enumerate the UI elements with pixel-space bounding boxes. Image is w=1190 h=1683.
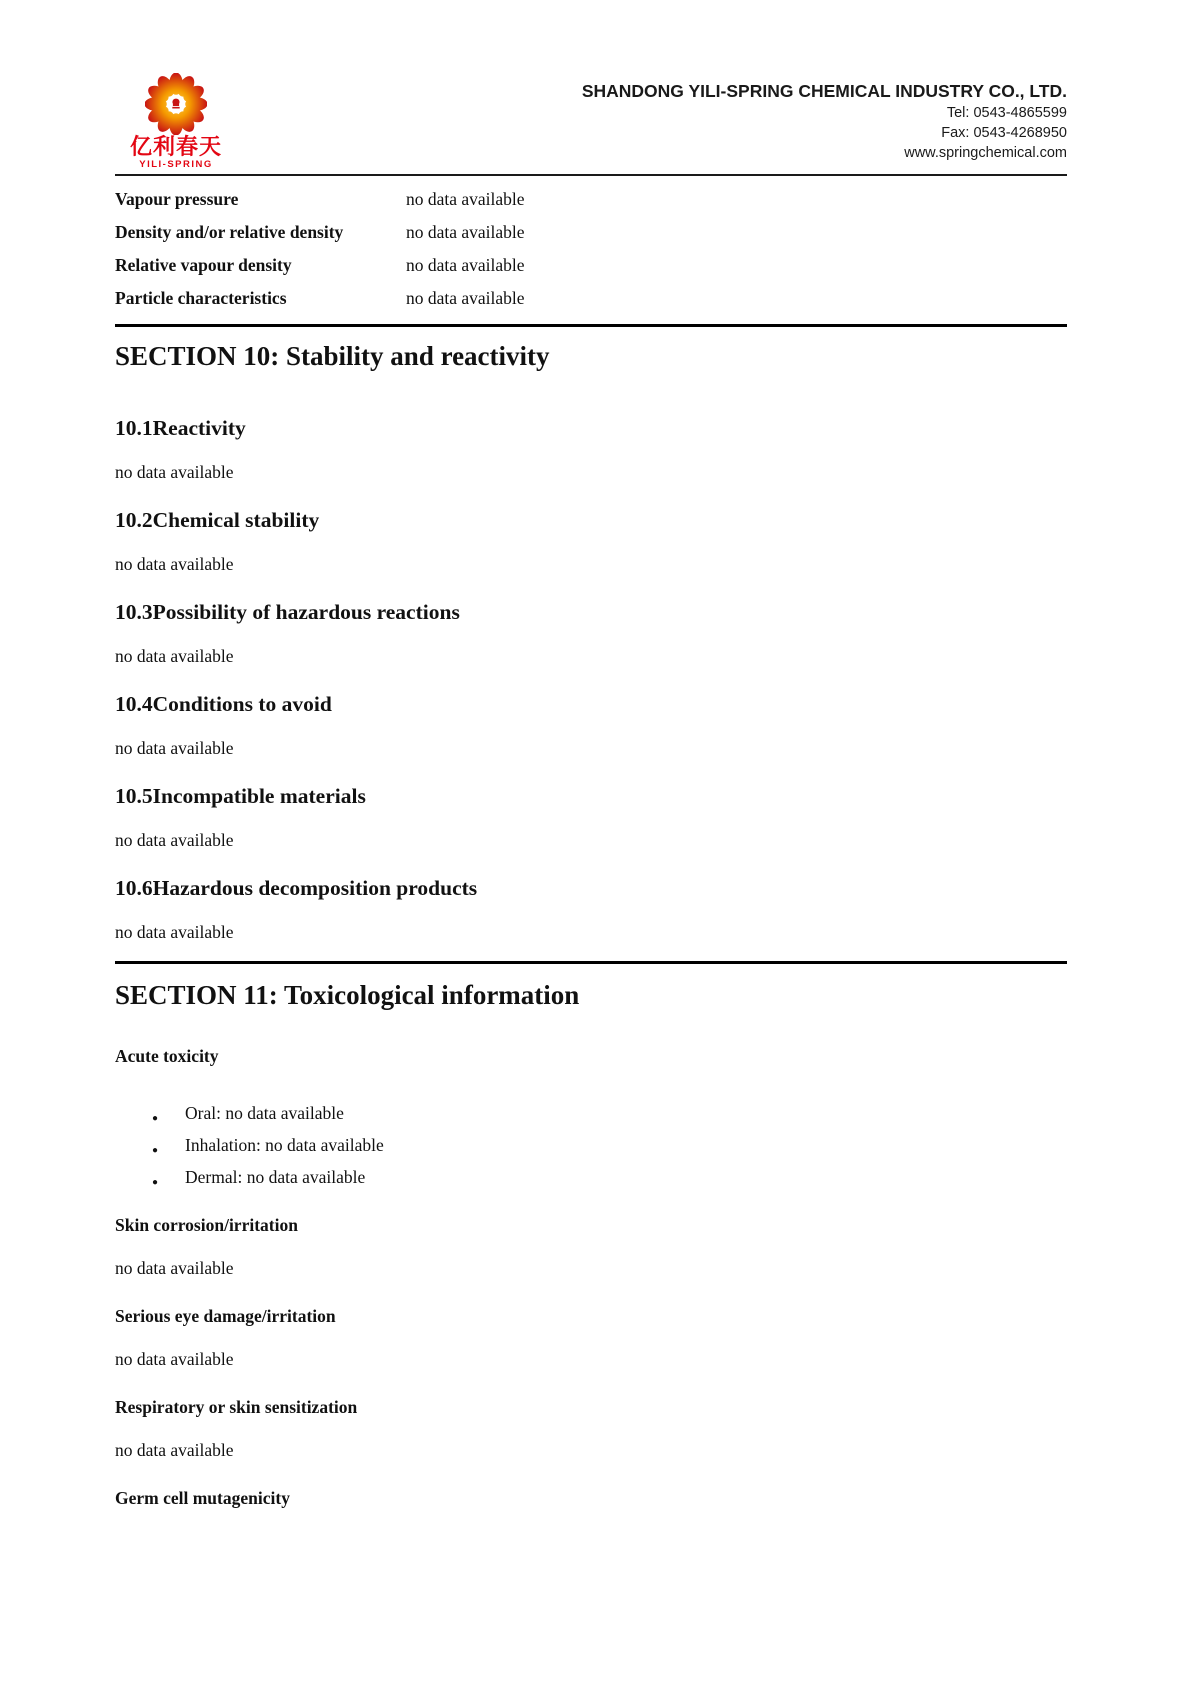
property-label: Particle characteristics — [115, 288, 287, 308]
subsection-body: no data available — [115, 554, 234, 574]
subsection-title: 10.4Conditions to avoid — [115, 692, 332, 716]
entry-body: no data available — [115, 1258, 234, 1278]
subsection-title: 10.6Hazardous decomposition products — [115, 876, 478, 900]
table-row — [115, 216, 1067, 249]
subsection-title: 10.2Chemical stability — [115, 508, 320, 532]
company-tel: Tel: 0543-4865599 — [946, 105, 1067, 121]
company-name: SHANDONG YILI-SPRING CHEMICAL INDUSTRY CO., LTD. — [581, 81, 1067, 101]
subsection-title: 10.3Possibility of hazardous reactions — [115, 600, 460, 624]
property-value: no data available — [406, 255, 525, 275]
logo-latin-text: YILI-SPRING — [139, 159, 213, 170]
table-row — [115, 282, 1067, 315]
company-logo — [128, 73, 224, 171]
entry-heading: Germ cell mutagenicity — [115, 1488, 290, 1508]
toxicity-bullet-list — [115, 1103, 1067, 1188]
logo-emblem-icon — [172, 99, 179, 109]
subsection-title: 10.5Incompatible materials — [115, 784, 366, 808]
company-info — [582, 80, 1067, 163]
section-divider — [115, 961, 1067, 964]
table-row — [115, 183, 1067, 216]
property-value: no data available — [406, 189, 525, 209]
subsection-body: no data available — [115, 922, 234, 942]
document-header — [115, 0, 1067, 176]
acute-toxicity-heading: Acute toxicity — [115, 1046, 219, 1066]
company-fax: Fax: 0543-4268950 — [941, 125, 1067, 141]
entry-heading: Serious eye damage/irritation — [115, 1306, 336, 1326]
subsection-body: no data available — [115, 646, 234, 666]
properties-table — [115, 183, 1067, 315]
subsection-body: no data available — [115, 738, 234, 758]
bullet-item: ● Dermal: no data available — [185, 1167, 1067, 1188]
subsection-title: 10.1Reactivity — [115, 416, 246, 440]
entry-body: no data available — [115, 1349, 234, 1369]
subsection-body: no data available — [115, 830, 234, 850]
logo-flower-icon — [145, 73, 207, 135]
company-website: www.springchemical.com — [904, 145, 1067, 161]
property-value: no data available — [406, 222, 525, 242]
property-label: Relative vapour density — [115, 255, 292, 275]
entry-heading: Skin corrosion/irritation — [115, 1215, 298, 1235]
property-label: Density and/or relative density — [115, 222, 344, 242]
property-label: Vapour pressure — [115, 189, 239, 209]
logo-chinese-text: 亿利春天 — [129, 134, 222, 159]
entry-heading: Respiratory or skin sensitization — [115, 1397, 358, 1417]
section11-title: SECTION 11: Toxicological information — [115, 980, 580, 1010]
section-divider — [115, 324, 1067, 327]
table-row — [115, 249, 1067, 282]
property-value: no data available — [406, 288, 525, 308]
bullet-item: ● Oral: no data available — [185, 1103, 1067, 1124]
subsection-body: no data available — [115, 462, 234, 482]
entry-body: no data available — [115, 1440, 234, 1460]
section10-title: SECTION 10: Stability and reactivity — [115, 341, 550, 371]
bullet-item: ● Inhalation: no data available — [185, 1135, 1067, 1156]
